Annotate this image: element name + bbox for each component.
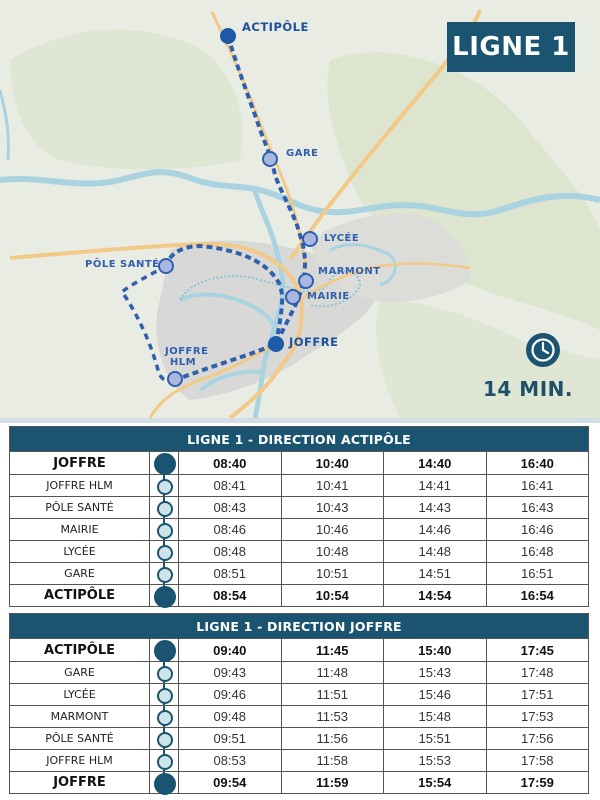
departure-time: 08:40 bbox=[213, 455, 247, 471]
stop-name: JOFFRE HLM bbox=[46, 754, 113, 767]
route-line-marker bbox=[149, 541, 179, 562]
departure-time: 17:48 bbox=[486, 662, 589, 683]
stop-label-lycee: LYCÉE bbox=[324, 233, 360, 244]
departure-time: 15:43 bbox=[383, 662, 486, 683]
departure-time: 17:51 bbox=[486, 684, 589, 705]
departure-time: 09:48 bbox=[213, 709, 247, 724]
departure-time: 14:40 bbox=[383, 452, 486, 474]
departure-time: 16:40 bbox=[486, 452, 589, 474]
departure-time: 10:40 bbox=[281, 452, 384, 474]
stop-name: JOFFRE bbox=[53, 455, 106, 471]
stop-dot-actipole bbox=[220, 28, 236, 44]
table-row bbox=[10, 474, 588, 496]
departure-time: 09:40 bbox=[213, 642, 247, 658]
route-line-marker bbox=[149, 585, 179, 606]
table-row bbox=[10, 705, 588, 727]
departure-time: 11:45 bbox=[281, 639, 384, 661]
stop-name: GARE bbox=[64, 666, 95, 679]
line-badge: LIGNE 1 bbox=[447, 22, 575, 72]
table-row bbox=[10, 496, 588, 518]
stop-name: MAIRIE bbox=[60, 523, 99, 536]
stop-dot-icon bbox=[157, 479, 173, 495]
stop-name: MARMONT bbox=[50, 710, 109, 723]
stop-name: JOFFRE bbox=[53, 775, 106, 790]
departure-time: 16:43 bbox=[486, 497, 589, 518]
stop-name: GARE bbox=[64, 567, 95, 580]
terminus-dot-icon bbox=[154, 586, 176, 608]
stop-label-mairie: MAIRIE bbox=[307, 291, 350, 302]
stop-label-marmont: MARMONT bbox=[318, 266, 381, 277]
departure-time: 15:51 bbox=[383, 728, 486, 749]
departure-time: 10:41 bbox=[281, 475, 384, 496]
terminus-dot-icon bbox=[154, 640, 176, 662]
stop-name: PÔLE SANTÉ bbox=[45, 501, 114, 514]
separator bbox=[0, 418, 600, 423]
departure-time: 14:54 bbox=[383, 585, 486, 606]
departure-time: 10:43 bbox=[281, 497, 384, 518]
departure-time: 17:45 bbox=[486, 639, 589, 661]
stop-name: ACTIPÔLE bbox=[43, 588, 116, 603]
departure-time: 17:56 bbox=[486, 728, 589, 749]
departure-time: 16:41 bbox=[486, 475, 589, 496]
terminus-dot-icon bbox=[154, 773, 176, 795]
timetable-direction-actipole bbox=[9, 426, 589, 607]
stop-name: LYCÉE bbox=[63, 545, 96, 558]
departure-time: 09:51 bbox=[213, 731, 247, 746]
stop-dot-icon bbox=[157, 732, 173, 748]
route-line-marker bbox=[149, 750, 179, 771]
route-line-marker bbox=[149, 639, 179, 661]
route-line-marker bbox=[149, 497, 179, 518]
departure-time: 11:58 bbox=[281, 750, 384, 771]
trip-duration: 14 MIN. bbox=[483, 377, 573, 401]
table-row bbox=[10, 749, 588, 771]
departure-time: 11:53 bbox=[281, 706, 384, 727]
stop-dot-icon bbox=[157, 710, 173, 726]
departure-time: 14:48 bbox=[383, 541, 486, 562]
route-line-marker bbox=[149, 475, 179, 496]
departure-time: 09:43 bbox=[213, 665, 247, 680]
stop-dot-icon bbox=[157, 567, 173, 583]
table-row bbox=[10, 661, 588, 683]
departure-time: 15:40 bbox=[383, 639, 486, 661]
departure-time: 08:51 bbox=[213, 566, 247, 581]
stop-label-gare: GARE bbox=[286, 148, 319, 159]
route-line-marker bbox=[149, 772, 179, 793]
table-row bbox=[10, 452, 588, 474]
timetable-title: LIGNE 1 - DIRECTION ACTIPÔLE bbox=[10, 427, 588, 452]
departure-time: 08:43 bbox=[213, 500, 247, 515]
stop-name: ACTIPÔLE bbox=[43, 642, 116, 658]
stop-label-actipole: ACTIPÔLE bbox=[242, 20, 309, 34]
route-line-marker bbox=[149, 706, 179, 727]
timetable-title: LIGNE 1 - DIRECTION JOFFRE bbox=[10, 614, 588, 639]
stop-dot-marmont bbox=[299, 274, 313, 288]
route-line-marker bbox=[149, 728, 179, 749]
stop-label-joffre: JOFFRE bbox=[289, 335, 339, 349]
route-line-marker bbox=[149, 563, 179, 584]
table-row bbox=[10, 584, 588, 606]
departure-time: 14:41 bbox=[383, 475, 486, 496]
departure-time: 16:54 bbox=[486, 585, 589, 606]
stop-dot-pole-sante bbox=[159, 259, 173, 273]
route-line-marker bbox=[149, 519, 179, 540]
stop-dot-icon bbox=[157, 523, 173, 539]
stop-name: JOFFRE HLM bbox=[46, 479, 113, 492]
table-row bbox=[10, 683, 588, 705]
departure-time: 11:51 bbox=[281, 684, 384, 705]
stop-dot-icon bbox=[157, 545, 173, 561]
departure-time: 15:48 bbox=[383, 706, 486, 727]
table-row bbox=[10, 562, 588, 584]
departure-time: 08:53 bbox=[213, 753, 247, 768]
departure-time: 14:46 bbox=[383, 519, 486, 540]
stop-name: LYCÉE bbox=[63, 688, 96, 701]
departure-time: 08:46 bbox=[213, 522, 247, 537]
route-line-marker bbox=[149, 452, 179, 474]
departure-time: 09:54 bbox=[213, 775, 247, 790]
departure-time: 16:51 bbox=[486, 563, 589, 584]
route-line-marker bbox=[149, 684, 179, 705]
stop-dot-icon bbox=[157, 688, 173, 704]
table-row bbox=[10, 639, 588, 661]
table-row bbox=[10, 771, 588, 793]
departure-time: 17:58 bbox=[486, 750, 589, 771]
stop-label-pole-sante: PÔLE SANTÉ bbox=[85, 259, 160, 270]
departure-time: 10:54 bbox=[281, 585, 384, 606]
departure-time: 09:46 bbox=[213, 687, 247, 702]
table-row bbox=[10, 518, 588, 540]
clock-icon bbox=[526, 333, 560, 367]
departure-time: 11:59 bbox=[281, 772, 384, 793]
route-line-marker bbox=[149, 662, 179, 683]
departure-time: 11:48 bbox=[281, 662, 384, 683]
departure-time: 15:53 bbox=[383, 750, 486, 771]
stop-label-joffre-hlm: JOFFRE HLM bbox=[165, 346, 209, 368]
stop-dot-icon bbox=[157, 666, 173, 682]
departure-time: 14:43 bbox=[383, 497, 486, 518]
stop-dot-icon bbox=[157, 754, 173, 770]
departure-time: 16:48 bbox=[486, 541, 589, 562]
departure-time: 17:59 bbox=[486, 772, 589, 793]
stop-dot-icon bbox=[157, 501, 173, 517]
departure-time: 11:56 bbox=[281, 728, 384, 749]
timetable-direction-joffre bbox=[9, 613, 589, 794]
stop-dot-lycee bbox=[303, 232, 317, 246]
departure-time: 17:53 bbox=[486, 706, 589, 727]
departure-time: 08:41 bbox=[213, 478, 247, 493]
departure-time: 15:46 bbox=[383, 684, 486, 705]
departure-time: 10:46 bbox=[281, 519, 384, 540]
stop-dot-mairie bbox=[286, 290, 300, 304]
departure-time: 14:51 bbox=[383, 563, 486, 584]
departure-time: 10:51 bbox=[281, 563, 384, 584]
table-row bbox=[10, 727, 588, 749]
departure-time: 08:54 bbox=[213, 588, 247, 603]
departure-time: 16:46 bbox=[486, 519, 589, 540]
stop-name: PÔLE SANTÉ bbox=[45, 732, 114, 745]
departure-time: 15:54 bbox=[383, 772, 486, 793]
stop-dot-joffre bbox=[268, 336, 284, 352]
stop-dot-gare bbox=[263, 152, 277, 166]
table-row bbox=[10, 540, 588, 562]
stop-dot-joffre-hlm bbox=[168, 372, 182, 386]
departure-time: 08:48 bbox=[213, 544, 247, 559]
departure-time: 10:48 bbox=[281, 541, 384, 562]
terminus-dot-icon bbox=[154, 453, 176, 475]
